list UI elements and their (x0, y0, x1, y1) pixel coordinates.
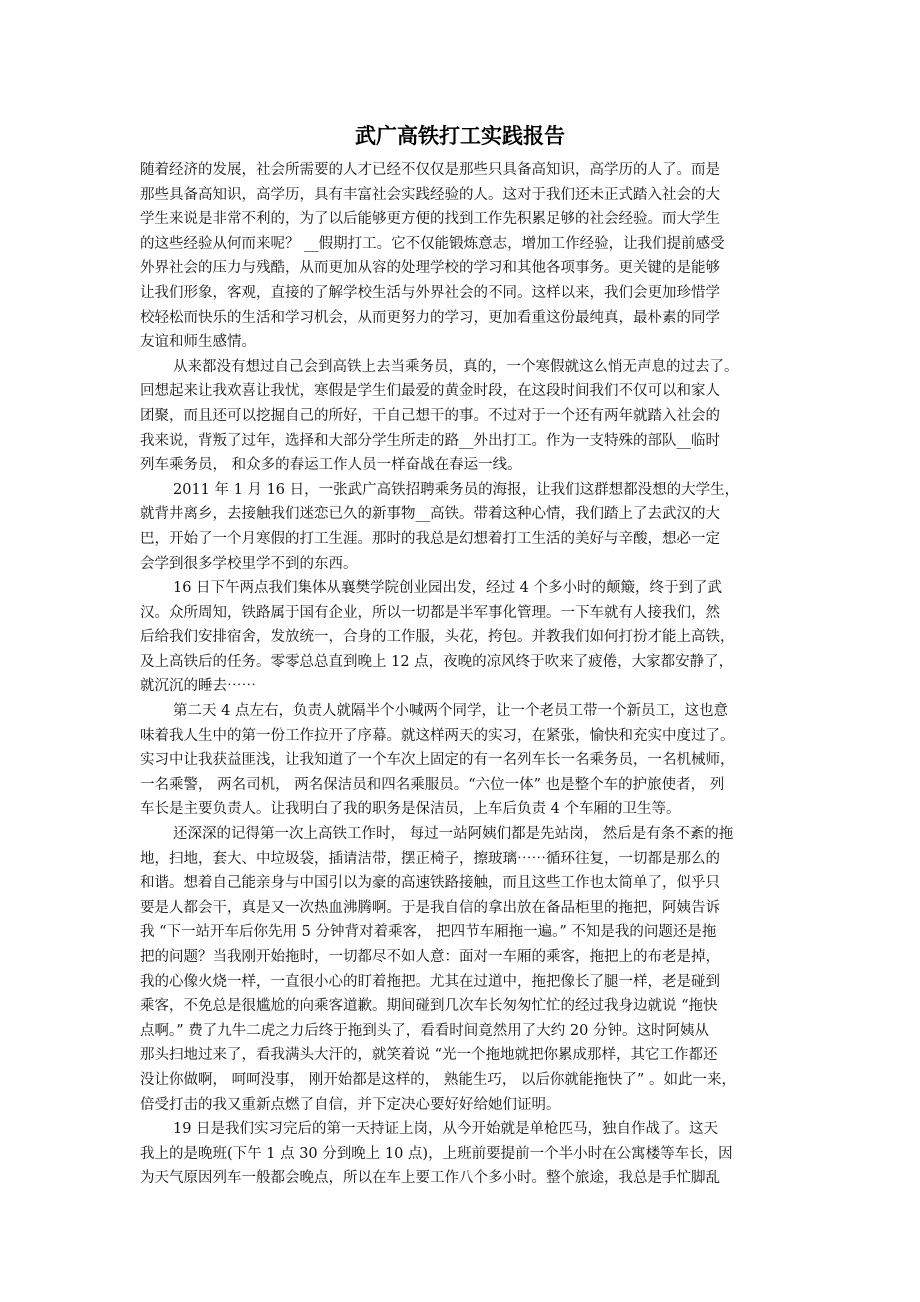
text-line: 倍受打击的我又重新点燃了自信，并下定决心要好好给她们证明。 (140, 1096, 561, 1113)
text-line: 后给我们安排宿舍，发放统一，合身的工作服，头花，挎包。并教我们如何打扮才能上高铁， (140, 629, 735, 646)
text-line: 团聚，而且还可以挖掘自己的所好，干自己想干的事。不过对于一个还有两年就踏入社会的 (140, 407, 720, 424)
text-line: 要是人都会干，真是又一次热血沸腾啊。于是我自信的拿出放在备品柜里的拖把，阿姨告诉 (140, 899, 720, 916)
text-line: 车长是主要负责人。让我明白了我的职务是保洁员，上车后负责 4 个车厢的卫生等。 (140, 801, 681, 818)
text-line: 就背井离乡，去接触我们迷恋已久的新事物__高铁。带着这种心情，我们踏上了去武汉的大 (140, 506, 720, 523)
text-line: 实习中让我获益匪浅，让我知道了一个车次上固定的有一名列车长一名乘务员，一名机械师， (140, 752, 735, 769)
text-line: 一名乘警， 两名司机， 两名保洁员和四名乘服员。“六位一体” 也是整个车的护旅使者， 列 (140, 776, 725, 793)
text-line: 从来都没有想过自己会到高铁上去当乘务员，真的，一个寒假就这么悄无声息的过去了。 (173, 358, 739, 375)
text-line: 友谊和师生感情。 (140, 334, 256, 351)
text-line: 的这些经验从何而来呢？ __假期打工。它不仅能锻炼意志，增加工作经验，让我们提前感受 (140, 235, 725, 252)
text-line: 16 日下午两点我们集体从襄樊学院创业园出发，经过 4 个多小时的颠簸，终于到了武 (173, 580, 723, 597)
text-line: 19 日是我们实习完后的第一天持证上岗，从今开始就是单枪匹马，独自作战了。这天 (173, 1121, 719, 1138)
text-line: 及上高铁后的任务。零零总总直到晚上 12 点，夜晚的凉风终于吹来了疲倦，大家都安静了， (140, 653, 734, 670)
text-line: 让我们形象，客观，直接的了解学校生活与外界社会的不同。这样以来，我们会更加珍惜学 (140, 284, 720, 301)
text-line: 外界社会的压力与残酷，从而更加从容的处理学校的学习和其他各项事务。更关键的是能够 (140, 260, 720, 277)
text-line: 随着经济的发展，社会所需要的人才已经不仅仅是那些只具备高知识，高学历的人了。而是 (140, 162, 720, 178)
text-line: 列车乘务员， 和众多的春运工作人员一样奋战在春运一线。 (140, 457, 522, 474)
text-line: 和谐。想着自己能亲身与中国引以为豪的高速铁路接触，而且这些工作也太简单了，似乎只 (140, 875, 720, 892)
document-body (140, 158, 800, 1191)
text-line: 学生来说是非常不利的，为了以后能够更方便的找到工作先积累足够的社会经验。而大学生 (140, 211, 720, 228)
text-line: 第二天 4 点左右，负责人就隔半个小喊两个同学，让一个老员工带一个新员工，这也意 (173, 703, 728, 720)
text-line: 把的问题？当我刚开始拖时，一切都尽不如人意：面对一车厢的乘客，拖把上的布老是掉， (140, 949, 720, 965)
text-line: 没让你做啊， 呵呵没事， 刚开始都是这样的， 熟能生巧， 以后你就能拖快了” 。如此一来， (140, 1071, 736, 1088)
text-line: 我来说，背叛了过年，选择和大部分学生所走的路__外出打工。作为一支特殊的部队__临时 (140, 432, 720, 449)
text-line: 还深深的记得第一次上高铁工作时， 每过一站阿姨们都是先站岗， 然后是有条不紊的拖 (173, 826, 734, 843)
text-line: 地，扫地，套大、中垃圾袋，插请洁带，摆正椅子，擦玻璃⋯⋯循环往复，一切都是那么的 (140, 850, 720, 867)
text-line: 那头扫地过来了，看我满头大汗的，就笑着说 “光一个拖地就把你累成那样，其它工作都还 (140, 1047, 718, 1064)
text-line: 回想起来让我欢喜让我忧，寒假是学生们最爱的黄金时段，在这段时间我们不仅可以和家人 (140, 383, 720, 400)
text-line: 乘客，不免总是很尴尬的向乘客道歉。期间碰到几次车长匆匆忙忙的经过我身边就说 “拖快 (140, 998, 718, 1015)
text-line: 汉。众所周知，铁路属于国有企业，所以一切都是半军事化管理。一下车就有人接我们，然 (140, 604, 720, 621)
text-line: 味着我人生中的第一份工作拉开了序幕。就这样两天的实习，在紧张，愉快和充实中度过了。 (140, 727, 735, 744)
text-line: 巴，开始了一个月寒假的打工生涯。那时的我总是幻想着打工生活的美好与辛酸，想必一定 (140, 530, 720, 547)
text-line: 2011 年 1 月 16 日，一张武广高铁招聘乘务员的海报，让我们这群想都没想的大学生， (173, 481, 740, 498)
text-line: 会学到很多学校里学不到的东西。 (140, 555, 358, 572)
text-line: 点啊。” 费了九牛二虎之力后终于拖到头了，看看时间竟然用了大约 20 分钟。这时阿姨从 (140, 1022, 709, 1039)
text-line: 就沉沉的睡去⋯⋯ (140, 678, 256, 695)
text-line: 我 “下一站开车后你先用 5 分钟背对着乘客， 把四节车厢拖一遍。” 不知是我的问题还是拖 (140, 924, 717, 941)
text-line: 为天气原因列车一般都会晚点，所以在车上要工作八个多小时。整个旅途，我总是手忙脚乱 (140, 1170, 720, 1187)
document-title: 武广高铁打工实践报告 (355, 124, 565, 148)
text-line: 校轻松而快乐的生活和学习机会，从而更努力的学习，更加看重这份最纯真，最朴素的同学 (140, 309, 720, 326)
text-line: 我上的是晚班(下午 1 点 30 分到晚上 10 点)，上班前要提前一个半小时在公寓楼等车长，因 (140, 1145, 733, 1162)
text-line: 我的心像火烧一样，一直很小心的盯着拖把。尤其在过道中，拖把像长了腿一样，老是碰到 (140, 973, 720, 990)
text-line: 那些具备高知识，高学历，具有丰富社会实践经验的人。这对于我们还未正式踏入社会的大 (140, 186, 720, 203)
